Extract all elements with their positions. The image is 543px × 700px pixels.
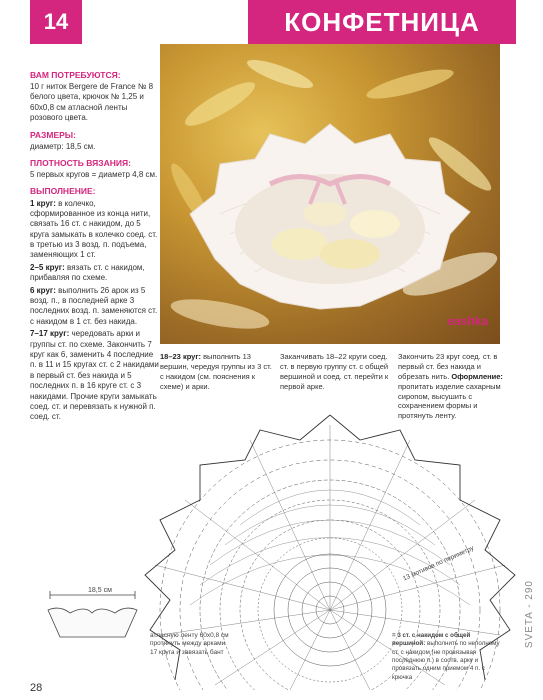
round-23-finish-text: Закончить 23 круг соед. ст. в первый ст. без накида и обрезать нить. (398, 352, 498, 381)
round-6-text: выполнить 26 арок из 5 возд. п., в последней арке 3 последних возд. п. заменяются ст. с накидом в 1 ст. без накида. (30, 285, 158, 326)
legend-title: = 3 ст. с накидом с общей вершиной: (392, 632, 471, 648)
page-number: 28 (30, 682, 43, 694)
finishing-rounds-text: Заканчивать 18–22 круги соед. ст. в первую группу ст. с общей вершиной и соед. ст. перейти к первой арке. (280, 352, 389, 391)
density-text: 5 первых кругов = диаметр 4,8 см. (30, 170, 158, 180)
round-1-instruction (30, 199, 160, 261)
motif-count-note: 13 мотивов по периметру (402, 544, 476, 583)
dish-side-profile (40, 585, 145, 645)
finishing-label: Оформление: (451, 371, 503, 381)
finishing-text: пропитать изделие сахарным сиропом, высушить с сохранением формы и протянуть ленту. (398, 381, 501, 421)
round-6-instruction (30, 286, 160, 328)
legend-text: выполнить по неполному ст. с накидом (не провязывая последнюю п.) в соотв. арку и провязать одним приемом 4 п. с крючка (392, 640, 500, 681)
sizes-heading: РАЗМЕРЫ: (30, 129, 76, 140)
density-heading: ПЛОТНОСТЬ ВЯЗАНИЯ: (30, 158, 131, 169)
watermark-text: SVETA - 290 (524, 580, 535, 649)
photo-credit: eashka (447, 314, 488, 328)
materials-text: 10 г ниток Bergere de France № 8 белого цвета, крючок № 1,25 и 60х0,8 см атласной ленты розового цвета. (30, 82, 154, 123)
issue-number-badge: 14 (30, 0, 82, 44)
stitch-legend (392, 632, 502, 682)
round-7-17-text: чередовать арки и группы ст. по схеме. Закончить 7 круг как 6, заменить 4 последние п. в 11 и 15 кругах ст. с 2 накидами в первый ст. без накида и 5 последних п. в 16 круге ст. с 3 накидами. Прочие круги замыкать соед. ст. и перевязать к нужной п. соед. ст. (30, 329, 159, 422)
candy-dish-illustration (160, 44, 500, 344)
diameter-label: 18,5 см (88, 587, 112, 594)
round-6-label: 6 круг: (30, 285, 56, 295)
materials-heading: ВАМ ПОТРЕБУЮТСЯ: (30, 70, 121, 80)
ribbon-note: атласную ленту 60х0,8 см протянуть между арками 17 круга и завязать бант (150, 632, 229, 656)
round-18-23-instruction (160, 352, 272, 392)
page-title: КОНФЕТНИЦА (248, 0, 516, 44)
round-2-5-instruction (30, 263, 160, 284)
round-7-17-label: 7–17 круг: (30, 329, 70, 339)
left-column (30, 64, 160, 425)
round-2-5-text: вязать ст. с накидом, прибавляя по схеме. (30, 262, 145, 283)
round-1-label: 1 круг: (30, 198, 56, 208)
execution-heading: ВЫПОЛНЕНИЕ: (30, 186, 96, 197)
round-18-23-text: выполнить 13 вершин, чередуя группы из 3 ст. с накидом (см. пояснения к схеме) и арки. (160, 352, 272, 391)
sizes-text: диаметр: 18,5 см. (30, 141, 96, 151)
round-18-23-label: 18–23 круг: (160, 352, 201, 361)
round-1-text: в колечко, сформированное из конца нити, связать 16 ст. с накидом, до 5 круга замыкать в колечко соед. ст. в третью из 3 возд. п. подъема, заменяющих 1 ст. (30, 198, 158, 260)
round-2-5-label: 2–5 круг: (30, 262, 65, 272)
candy-dish-photo (160, 44, 500, 344)
